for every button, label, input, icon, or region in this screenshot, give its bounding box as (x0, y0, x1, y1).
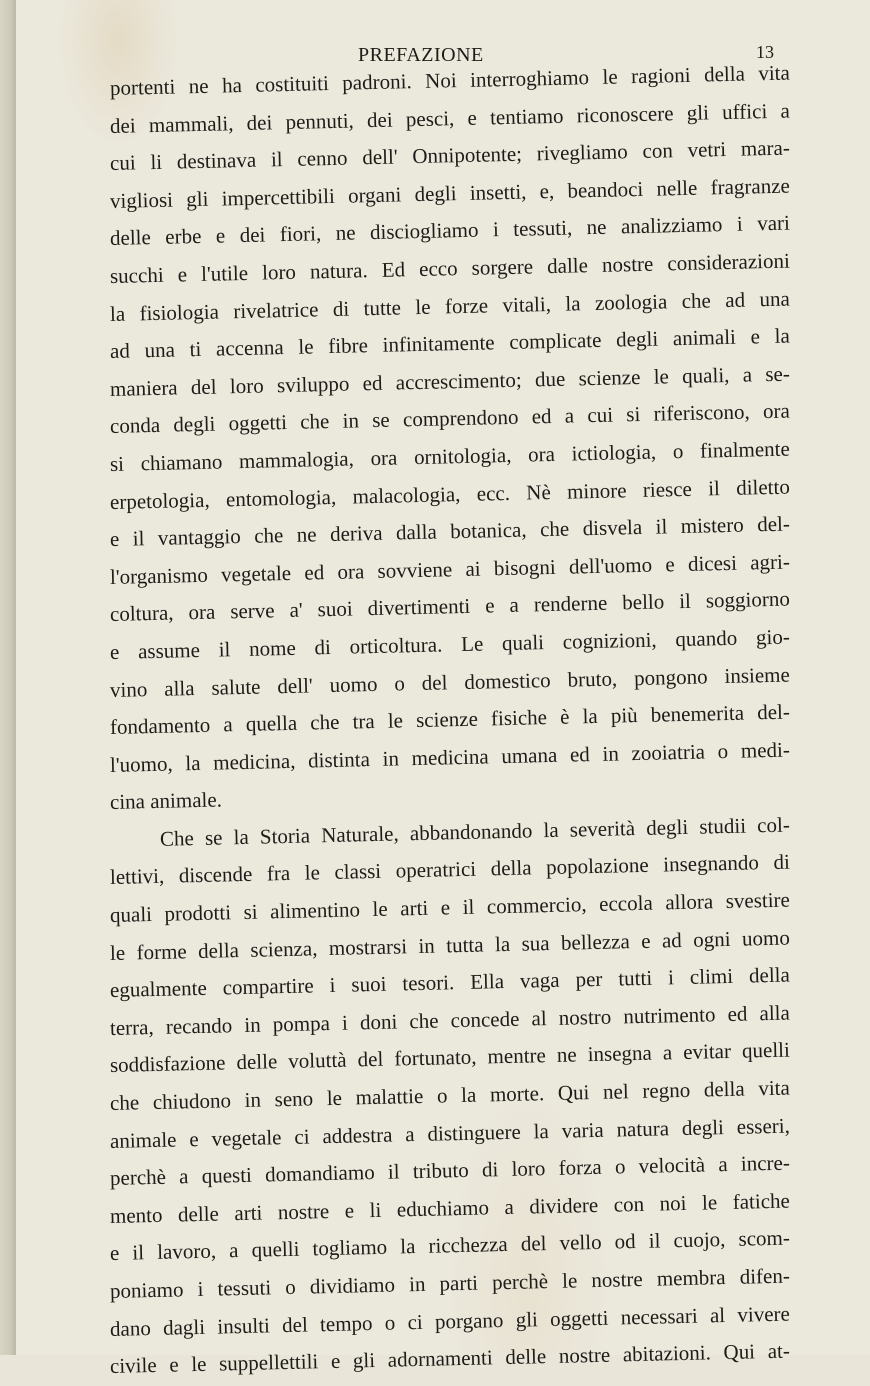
text-line: quali prodotti si alimentino le arti e il commercio, eccola allora svestire (109, 887, 791, 928)
text-line: cui li destinava il cenno dell' Onnipotente; rivegliamo con vetri mara- (109, 135, 791, 176)
text-line: perchè a questi domandiamo il tributo di loro forza o velocità a incre- (109, 1150, 791, 1191)
body-text (109, 60, 791, 1386)
book-gutter (0, 0, 16, 1355)
text-line: l'uomo, la medicina, distinta in medicina umana ed in zooiatria o medi- (109, 737, 791, 777)
text-line: dei mammali, dei pennuti, dei pesci, e tentiamo riconoscere gli uffici a (109, 98, 791, 138)
text-line: conda degli oggetti che in se comprendono ed a cui si riferiscono, ora (109, 398, 791, 439)
text-line: terra, recando in pompa i doni che concede al nostro nutrimento ed alla (109, 1000, 791, 1040)
text-line: che chiudono in seno le malattie o la morte. Qui nel regno della vita (109, 1075, 791, 1116)
text-line: maniera del loro sviluppo ed accrescimento; due scienze le quali, a se- (109, 361, 791, 401)
text-line: animale e vegetale ci addestra a distinguere la varia natura degli esseri, (109, 1113, 791, 1153)
text-line: fondamento a quella che tra le scienze fisiche è la più benemerita del- (109, 699, 791, 740)
text-line: vigliosi gli impercettibili organi degli insetti, e, beandoci nelle fragranze (109, 173, 791, 213)
text-line: e assume il nome di orticoltura. Le quali cognizioni, quando gio- (109, 624, 791, 664)
paragraph-start-line: Che se la Storia Naturale, abbandonando la severità degli studii col- (159, 812, 791, 851)
text-line: coltura, ora serve a' suoi divertimenti e a renderne bello il soggiorno (109, 586, 791, 627)
text-line: delle erbe e dei fiori, ne disciogliamo i tessuti, ne analizziamo i vari (109, 210, 791, 251)
text-line: dano dagli insulti del tempo o ci porgano gli oggetti necessari al vivere (109, 1301, 791, 1341)
text-line: soddisfazione delle voluttà del fortunato, mentre ne insegna a evitar quelli (109, 1038, 791, 1078)
book-page (16, 0, 870, 1379)
text-line: poniamo i tessuti o dividiamo in parti perchè le nostre membra difen- (109, 1263, 791, 1303)
text-line: cina animale. (109, 787, 223, 815)
text-line: e il vantaggio che ne deriva dalla botanica, che disvela il mistero del- (109, 511, 791, 552)
text-line: civile e le suppellettili e gli adornamenti delle nostre abitazioni. Qui at- (109, 1338, 791, 1379)
text-line: mento delle arti nostre e li educhiamo a dividere con noi le fatiche (109, 1188, 791, 1228)
text-line: vino alla salute dell' uomo o del domestico bruto, pongono insieme (109, 662, 791, 702)
running-title: PREFAZIONE (358, 44, 484, 66)
text-line: portenti ne ha costituiti padroni. Noi interroghiamo le ragioni della vita (109, 60, 791, 100)
text-line: la fisiologia rivelatrice di tutte le forze vitali, la zoologia che ad una (109, 286, 791, 326)
text-line: ad una ti accenna le fibre infinitamente complicate degli animali e la (109, 323, 791, 364)
text-line: lettivi, discende fra le classi operatrici della popolazione insegnando di (109, 850, 791, 890)
text-line: succhi e l'utile loro natura. Ed ecco sorgere dalle nostre considerazioni (109, 248, 791, 288)
text-line: egualmente compartire i suoi tesori. Ella vaga per tutti i climi della (109, 962, 791, 1003)
text-line: si chiamano mammalogia, ora ornitologia, ora ictiologia, o finalmente (109, 436, 791, 476)
text-line: e il lavoro, a quelli togliamo la ricchezza del vello od il cuojo, scom- (109, 1225, 791, 1266)
page-number: 13 (756, 42, 774, 62)
text-line: l'organismo vegetale ed ora sovviene ai bisogni dell'uomo e dicesi agri- (109, 549, 791, 589)
text-line: erpetologia, entomologia, malacologia, ecc. Nè minore riesce il diletto (109, 474, 791, 514)
text-line: le forme della scienza, mostrarsi in tutta la sua bellezza e ad ogni uomo (109, 925, 791, 965)
